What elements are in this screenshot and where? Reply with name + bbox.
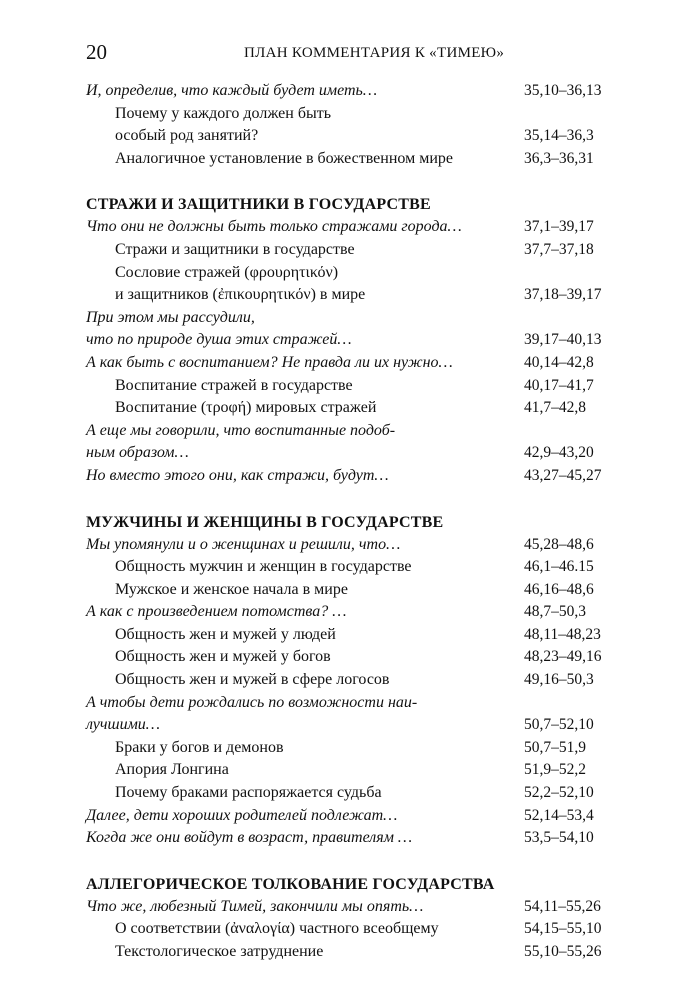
- entry-line: О соответствии (ἀναλογία) частного всеобщему: [115, 920, 439, 938]
- entry-text: [86, 534, 400, 557]
- topic-entry: [86, 737, 616, 760]
- entry-text: [86, 896, 423, 919]
- topic-entry: [86, 941, 616, 964]
- quote-entry: [86, 692, 616, 737]
- entry-text: [86, 80, 377, 103]
- entry-text: [86, 601, 346, 624]
- page-reference: 37,18–39,17: [524, 286, 602, 304]
- entry-text: [86, 692, 417, 737]
- topic-entry: [86, 103, 616, 148]
- entry-text: [86, 239, 355, 262]
- quote-entry: [86, 352, 616, 375]
- entry-line: Воспитание (τροφή) мировых стражей: [115, 399, 377, 417]
- page-reference: 54,15–55,10: [524, 920, 602, 938]
- page-reference: 41,7–42,8: [524, 399, 586, 417]
- entry-line: ным образом…: [86, 444, 189, 462]
- entry-text: [86, 465, 389, 488]
- toc-section: [86, 874, 616, 964]
- entry-line: Мы упомянули и о женщинах и решили, что…: [86, 535, 401, 553]
- entry-line: Общность мужчин и женщин в государстве: [115, 558, 412, 576]
- entry-text: [86, 397, 376, 420]
- section-heading: СТРАЖИ И ЗАЩИТНИКИ В ГОСУДАРСТВЕ: [86, 196, 431, 214]
- section-heading: МУЖЧИНЫ И ЖЕНЩИНЫ В ГОСУДАРСТВЕ: [86, 513, 444, 531]
- page-reference: 48,23–49,16: [524, 648, 602, 666]
- quote-entry: [86, 805, 616, 828]
- entry-text: [86, 669, 389, 692]
- topic-entry: [86, 262, 616, 307]
- page-number: 20: [86, 40, 107, 64]
- page-reference: 43,27–45,27: [524, 466, 602, 484]
- entry-line: Когда же они войдут в возраст, правителям …: [86, 829, 413, 847]
- entry-text: [86, 782, 382, 805]
- page-reference: 51,9–52,2: [524, 761, 586, 779]
- entry-line: Мужское и женское начала в мире: [115, 580, 348, 598]
- page-reference: 39,17–40,13: [524, 331, 602, 349]
- entry-line: Общность жен и мужей в сфере логосов: [115, 671, 390, 689]
- page-reference: 48,7–50,3: [524, 603, 586, 621]
- quote-entry: [86, 420, 616, 465]
- page-reference: 46,16–48,6: [524, 580, 594, 598]
- page-reference: 52,2–52,10: [524, 784, 594, 802]
- entry-text: [86, 307, 352, 352]
- topic-entry: [86, 375, 616, 398]
- quote-entry: [86, 216, 616, 239]
- page-reference: 37,1–39,17: [524, 218, 594, 236]
- topic-entry: [86, 669, 616, 692]
- entry-line: Почему браками распоряжается судьба: [115, 784, 382, 802]
- page-reference: 54,11–55,26: [524, 897, 601, 915]
- entry-text: [86, 646, 331, 669]
- entry-text: [86, 759, 229, 782]
- entry-line: Стражи и защитники в государстве: [115, 240, 355, 258]
- topic-entry: [86, 624, 616, 647]
- quote-entry: [86, 827, 616, 850]
- entry-text: [86, 579, 348, 602]
- entry-line: лучшими…: [86, 716, 161, 734]
- entry-text: [86, 941, 323, 964]
- topic-entry: [86, 239, 616, 262]
- page-reference: 50,7–52,10: [524, 716, 594, 734]
- entry-line: Что же, любезный Тимей, закончили мы опять…: [86, 897, 424, 915]
- topic-entry: [86, 579, 616, 602]
- topic-entry: [86, 782, 616, 805]
- quote-entry: [86, 534, 616, 557]
- page-reference: 45,28–48,6: [524, 535, 594, 553]
- topic-entry: [86, 556, 616, 579]
- page-reference: 49,16–50,3: [524, 671, 594, 689]
- page-reference: 35,14–36,3: [524, 127, 594, 145]
- entry-line: Текстологическое затруднение: [115, 943, 324, 960]
- entry-text: [86, 918, 439, 941]
- entry-text: [86, 737, 284, 760]
- entry-line: Сословие стражей (φρουρητικόν): [115, 263, 339, 281]
- toc-section: [86, 80, 616, 170]
- entry-text: [86, 103, 331, 148]
- quote-entry: [86, 307, 616, 352]
- page-reference: 48,11–48,23: [524, 625, 601, 643]
- page-reference: 37,7–37,18: [524, 240, 594, 258]
- entry-text: [86, 805, 397, 828]
- entry-line: Общность жен и мужей у людей: [115, 625, 336, 643]
- entry-line: Но вместо этого они, как стражи, будут…: [86, 466, 389, 484]
- entry-line: Далее, дети хороших родителей подлежат…: [86, 806, 398, 824]
- entry-line: При этом мы рассудили,: [86, 308, 255, 326]
- entry-line: особый род занятий?: [115, 127, 259, 145]
- page-reference: 46,1–46.15: [524, 558, 594, 576]
- section-heading: АЛЛЕГОРИЧЕСКОЕ ТОЛКОВАНИЕ ГОСУДАРСТВА: [86, 875, 495, 893]
- entry-line: А как быть с воспитанием? Не правда ли их нужно…: [86, 353, 453, 371]
- page-reference: 55,10–55,26: [524, 943, 602, 960]
- page-reference: 40,17–41,7: [524, 376, 594, 394]
- quote-entry: [86, 465, 616, 488]
- topic-entry: [86, 759, 616, 782]
- entry-line: А как с произведением потомства? …: [86, 603, 347, 621]
- entry-line: А еще мы говорили, что воспитанные подоб-: [86, 421, 396, 439]
- entry-text: [86, 148, 453, 171]
- entry-line: Что они не должны быть только стражами города…: [86, 218, 462, 236]
- entry-line: Воспитание стражей в государстве: [115, 376, 353, 394]
- quote-entry: [86, 80, 616, 103]
- topic-entry: [86, 148, 616, 171]
- entry-line: что по природе душа этих стражей…: [86, 331, 352, 349]
- entry-line: Аналогичное установление в божественном мире: [115, 149, 454, 167]
- entry-line: Браки у богов и демонов: [115, 738, 284, 756]
- quote-entry: [86, 896, 616, 919]
- entry-line: Апория Лонгина: [115, 761, 229, 779]
- page-reference: 53,5–54,10: [524, 829, 594, 847]
- entry-line: Общность жен и мужей у богов: [115, 648, 331, 666]
- entry-line: А чтобы дети рождались по возможности наи-: [86, 693, 418, 711]
- entry-text: [86, 375, 353, 398]
- page-reference: 36,3–36,31: [524, 149, 594, 167]
- topic-entry: [86, 918, 616, 941]
- page-reference: 42,9–43,20: [524, 444, 594, 462]
- table-of-contents: [86, 80, 616, 988]
- page-reference: 50,7–51,9: [524, 738, 586, 756]
- entry-text: [86, 624, 336, 647]
- quote-entry: [86, 601, 616, 624]
- entry-line: И, определив, что каждый будет иметь…: [86, 82, 378, 99]
- toc-section: [86, 194, 616, 487]
- entry-line: Почему у каждого должен быть: [115, 104, 332, 122]
- page-reference: 52,14–53,4: [524, 806, 594, 824]
- topic-entry: [86, 646, 616, 669]
- entry-text: [86, 216, 462, 239]
- running-title: ПЛАН КОММЕНТАРИЯ К «ТИМЕЮ»: [244, 45, 505, 61]
- entry-text: [86, 556, 412, 579]
- entry-text: [86, 827, 412, 850]
- toc-section: [86, 512, 616, 850]
- entry-line: и защитников (ἐπικουρητικόν) в мире: [115, 286, 366, 304]
- entry-text: [86, 352, 453, 375]
- page-reference: 40,14–42,8: [524, 353, 594, 371]
- entry-text: [86, 262, 365, 307]
- page-header: [86, 38, 616, 66]
- page-reference: 35,10–36,13: [524, 82, 602, 99]
- topic-entry: [86, 397, 616, 420]
- entry-text: [86, 420, 395, 465]
